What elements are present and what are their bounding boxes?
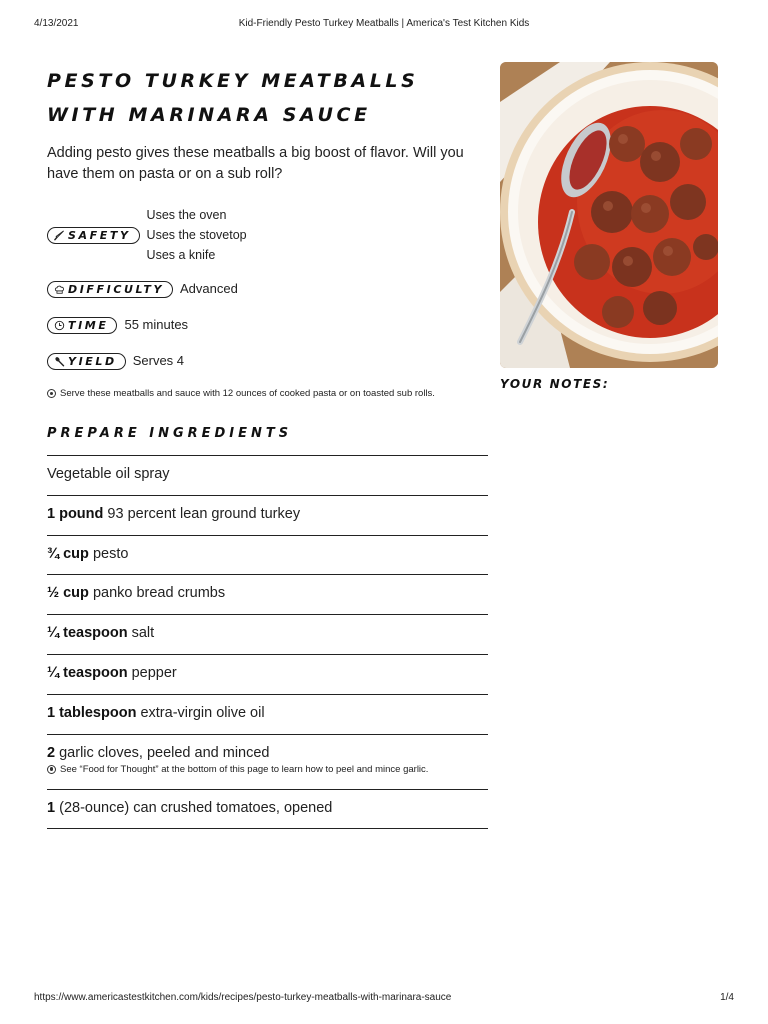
- ingredient-amount: ¼ teaspoon: [47, 625, 128, 642]
- spoon-icon: [54, 356, 65, 367]
- chef-hat-icon: [54, 284, 65, 295]
- ingredient-row: [47, 655, 488, 695]
- ingredient-note-text: See “Food for Thought” at the bottom of this page to learn how to peel and mince garlic.: [60, 763, 429, 775]
- ingredient-text: Vegetable oil spray: [47, 466, 170, 482]
- difficulty-value: Advanced: [180, 281, 238, 296]
- meatballs-bowl-image: [500, 62, 718, 368]
- bullet-icon: [47, 765, 56, 774]
- ingredient-note: [47, 764, 488, 775]
- ingredient-amount: ¾ cup: [47, 545, 89, 562]
- print-page-title: Kid-Friendly Pesto Turkey Meatballs | America's Test Kitchen Kids: [238, 18, 530, 29]
- safety-item: Uses the oven: [146, 208, 227, 222]
- difficulty-row: [47, 279, 238, 299]
- difficulty-badge: [47, 281, 173, 298]
- prepare-ingredients-heading: PREPARE INGREDIENTS: [47, 426, 293, 441]
- difficulty-label: DIFFICULTY: [68, 282, 165, 296]
- safety-row: [47, 205, 247, 265]
- ingredient-text: pesto: [92, 545, 129, 562]
- safety-item: Uses a knife: [146, 248, 216, 262]
- print-footer: [0, 992, 768, 1006]
- time-badge: [47, 317, 117, 334]
- ingredient-text: garlic cloves, peeled and minced: [59, 744, 270, 761]
- yield-badge: [47, 353, 126, 370]
- ingredient-row: [47, 456, 488, 496]
- ingredient-amount: 1 pound: [47, 505, 104, 522]
- print-url: https://www.americastestkitchen.com/kids/recipes/pesto-turkey-meatballs-with-marinara-sauce: [34, 992, 452, 1003]
- ingredient-amount: ¼ teaspoon: [47, 664, 128, 681]
- time-row: [47, 315, 188, 335]
- ingredient-text: panko bread crumbs: [92, 585, 226, 602]
- bullet-icon: [47, 389, 56, 398]
- print-date: 4/13/2021: [34, 18, 79, 29]
- serve-note-text: Serve these meatballs and sauce with 12 ounces of cooked pasta or on toasted sub rolls.: [60, 388, 435, 399]
- ingredient-text: pepper: [131, 664, 177, 681]
- safety-label: SAFETY: [68, 228, 131, 242]
- ingredient-row: [47, 615, 488, 655]
- ingredient-list: [47, 455, 488, 829]
- ingredient-row: [47, 575, 488, 615]
- safety-item: Uses the stovetop: [146, 228, 247, 242]
- ingredient-row: [47, 790, 488, 830]
- print-header: [0, 18, 768, 32]
- ingredient-text: 93 percent lean ground turkey: [107, 505, 301, 522]
- safety-badge: [47, 227, 140, 244]
- ingredient-text: (28-ounce) can crushed tomatoes, opened: [59, 799, 333, 816]
- page-number: 1/4: [720, 992, 734, 1003]
- ingredient-amount: 1 tablespoon: [47, 704, 137, 721]
- yield-value: Serves 4: [132, 353, 185, 368]
- ingredient-amount: ½ cup: [47, 585, 89, 602]
- serve-note: [47, 388, 487, 399]
- clock-icon: [54, 320, 65, 331]
- ingredient-text: salt: [131, 625, 155, 642]
- ingredient-amount: 1: [47, 799, 56, 816]
- time-label: TIME: [68, 318, 109, 332]
- knife-icon: [54, 230, 65, 241]
- safety-list: [147, 205, 247, 265]
- ingredient-row: [47, 735, 488, 790]
- recipe-photo: [500, 62, 718, 368]
- ingredient-row: [47, 536, 488, 576]
- recipe-title: PESTO TURKEY MEATBALLS WITH MARINARA SAUCE: [47, 70, 419, 126]
- ingredient-row: [47, 695, 488, 735]
- yield-row: [47, 351, 184, 371]
- ingredient-row: [47, 496, 488, 536]
- time-value: 55 minutes: [124, 317, 189, 332]
- your-notes-label: YOUR NOTES:: [500, 377, 610, 391]
- ingredient-text: extra-virgin olive oil: [140, 704, 265, 721]
- recipe-intro: Adding pesto gives these meatballs a big boost of flavor. Will you have them on pasta or on a sub roll?: [47, 145, 464, 182]
- yield-label: YIELD: [68, 354, 117, 368]
- ingredient-amount: 2: [47, 744, 56, 761]
